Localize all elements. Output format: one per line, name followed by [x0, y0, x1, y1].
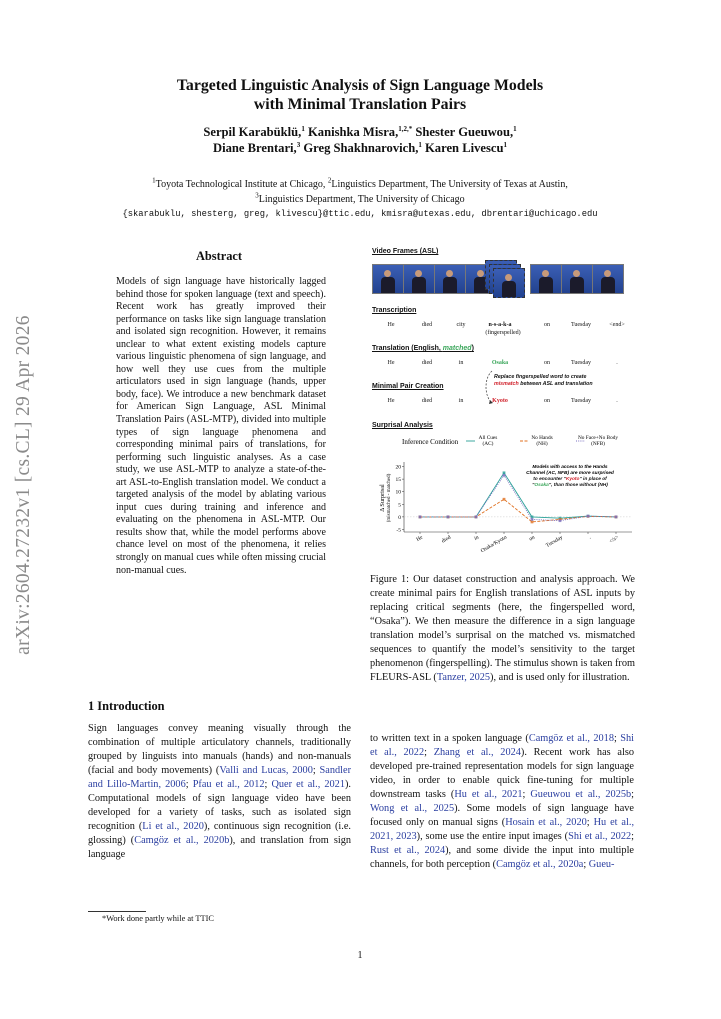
section-video-frames: Video Frames (ASL)	[372, 248, 439, 255]
data-point	[503, 498, 506, 501]
citation-link[interactable]: Shi et al., 2022	[370, 733, 635, 759]
data-point	[615, 515, 618, 518]
text: ;	[185, 779, 193, 791]
translation-word: in	[458, 360, 464, 366]
citation-link[interactable]: Tanzer, 2025	[436, 672, 491, 684]
text: between ASL and translation	[518, 380, 593, 387]
author-line-1	[80, 124, 640, 140]
affil-sup: 1	[152, 176, 156, 185]
text: ). Recent work has also developed pre-trained representation models for sign language video, in order to enable quick fine-tuning for multiple downstream tasks (	[370, 747, 634, 801]
text: ;	[631, 789, 635, 801]
text: ;	[613, 733, 621, 744]
x-tick-label: Osaka/Kyoto	[479, 534, 508, 555]
annotation-span: ", than those without (NH)	[548, 483, 608, 488]
title-line-2: with Minimal Translation Pairs	[253, 96, 467, 113]
x-tick-label: in	[473, 534, 480, 542]
footnote-rule	[88, 911, 146, 912]
legend-label: No Hands	[531, 435, 553, 441]
text: Replace fingerspelled word to create	[494, 374, 587, 380]
legend-title: Inference Condition	[402, 438, 459, 446]
text: Figure 1: Our dataset construction and analysis approach. We create minimal pairs for English translations of ASL inputs by replacing critical segments (here, the fingerspelled word, “Osaka”). We then measure the difference in a sign language translation model’s surprisal on the matched vs. mismatched sequences to quantify the model’s sensitivity to the target phenomenon (fingerspelling). The stimulus shown is taken from FLEURS-ASL (	[370, 574, 635, 684]
citation-link[interactable]: Gueuwou et al., 2025b	[530, 789, 632, 801]
annotation-span: Kyoto	[565, 477, 580, 482]
mismatch-label: mismatch	[494, 380, 519, 387]
data-point	[503, 471, 506, 474]
y-axis-sublabel: (mismatched - matched)	[387, 473, 392, 523]
text: ;	[586, 817, 594, 829]
annotation-span: " in place of	[579, 477, 607, 482]
transcription-word: Tuesday	[570, 322, 592, 328]
affil-text: Toyota Technological Institute at Chicago,	[155, 179, 328, 190]
text: ;	[424, 747, 434, 759]
data-point	[587, 515, 590, 518]
citation-link[interactable]: Hu et al., 2021	[454, 789, 523, 801]
y-tick-label: 0	[398, 514, 401, 521]
fingerspelled-note: (fingerspelled)	[485, 330, 521, 336]
author-sup: 1	[503, 140, 507, 149]
citation-link[interactable]: Pfau et al., 2012	[192, 779, 265, 791]
text: ;	[522, 789, 531, 801]
legend-label: No Face+No Body	[577, 435, 619, 441]
data-point	[447, 515, 450, 518]
author-sup: 1	[418, 140, 422, 149]
data-point	[475, 515, 478, 518]
citation-link[interactable]: Li et al., 2020	[142, 821, 204, 833]
affil-sup: 3	[255, 191, 259, 200]
affil-text: Linguistics Department, The University of Texas at Austin,	[331, 179, 568, 190]
citation-link[interactable]: Sandler and Lillo-Martin, 2006	[88, 765, 352, 791]
legend-label: (NFB)	[591, 441, 605, 447]
y-tick-label: 10	[395, 489, 401, 496]
citation-link[interactable]: Quer et al., 2021	[271, 779, 345, 791]
author-sup: 1	[513, 124, 517, 133]
data-point	[531, 518, 534, 521]
citation-link[interactable]: Gueu-	[588, 859, 615, 871]
text: ), and translation from sign language	[88, 835, 351, 861]
arxiv-id: arXiv:2604.27232v1 [cs.CL] 29 Apr 2026	[13, 315, 34, 655]
transcription-word: city	[456, 322, 466, 328]
text: ;	[631, 831, 634, 843]
translation-word: died	[421, 360, 433, 366]
series-line	[420, 499, 616, 522]
data-point	[531, 521, 534, 524]
author: Diane Brentari,	[212, 141, 297, 155]
text: ), and some divide the input into multiple channels, for both perception (	[370, 845, 635, 871]
translation-word: on	[544, 360, 550, 366]
minpair-word: He	[387, 398, 395, 404]
minpair-word: died	[421, 398, 433, 404]
affil-text: Linguistics Department, The University of Chicago	[258, 194, 465, 205]
section-transcription: Transcription	[372, 307, 417, 314]
data-point	[559, 519, 562, 522]
legend-label: All Cues	[478, 435, 498, 441]
chart-annotation	[533, 476, 607, 482]
paper-title	[80, 76, 640, 114]
text: ;	[583, 859, 589, 871]
chart-annotation: Channel (AC, NFB) are more surprised	[526, 471, 614, 476]
arxiv-stamp	[6, 295, 42, 675]
annotation-span: "	[532, 483, 535, 488]
citation-link[interactable]: Hu et al., 2021, 2023	[370, 817, 635, 843]
affiliations	[70, 177, 650, 222]
right-column-body	[370, 732, 634, 872]
annotation-span: to encounter "	[533, 477, 566, 482]
text: ), some use the entire input images (	[416, 831, 569, 843]
page-number: 1	[357, 950, 363, 961]
annotation-span: Osaka	[534, 483, 549, 488]
chart-annotation	[532, 482, 608, 488]
author: Kanishka Misra,	[304, 125, 399, 139]
text: )	[471, 345, 474, 352]
affil-sup: 2	[327, 176, 332, 185]
y-tick-label: 15	[395, 477, 401, 484]
text: ;	[312, 765, 320, 777]
translation-word: He	[387, 360, 395, 366]
author: Greg Shakhnarovich,	[300, 141, 419, 155]
citation-link[interactable]: Zhang et al., 2024	[433, 747, 521, 759]
section-surprisal: Surprisal Analysis	[372, 422, 433, 429]
minpair-word: Tuesday	[570, 398, 592, 404]
data-point	[503, 474, 506, 477]
minpair-word: in	[458, 398, 464, 404]
text: Sign languages convey meaning visually through the combination of multiple articulatory channels, traditionally grouped by linguists into manuals (hands) and non-manuals (facial and body movements) (	[88, 723, 351, 777]
y-tick-label: 20	[395, 464, 401, 471]
chart-annotation: Models with access to the Hands	[532, 465, 608, 470]
author: Karen Livescu	[421, 141, 504, 155]
y-axis-label: Δ Surprisal	[379, 484, 386, 512]
legend-label: (NH)	[536, 441, 548, 447]
citation-link[interactable]: Shi et al., 2022	[568, 831, 632, 843]
author: Shester Gueuwou,	[412, 125, 514, 139]
transcription-word: <end>	[609, 322, 625, 328]
x-tick-label: He	[415, 534, 424, 543]
author-sup: 3	[296, 140, 301, 149]
legend-label: (AC)	[482, 441, 494, 447]
minpair-word-target: Kyoto	[492, 398, 508, 404]
minpair-word: .	[616, 398, 618, 404]
citation-link[interactable]: Rust et al., 2024	[370, 845, 446, 857]
introduction-body	[88, 722, 351, 862]
citation-link[interactable]: Camgöz et al., 2020b	[134, 835, 230, 847]
citation-link[interactable]: Hosain et al., 2020	[505, 817, 587, 829]
x-tick-label: Tuesday	[545, 534, 564, 549]
text: ), and is used only for illustration.	[490, 672, 630, 684]
text: ). Some models of sign language have focused only on manual signs (	[370, 803, 634, 829]
figure-caption	[370, 573, 635, 685]
citation-link[interactable]: Wong et al., 2025	[370, 803, 455, 815]
translation-word-target: Osaka	[491, 360, 509, 366]
translation-word: .	[616, 360, 618, 366]
y-tick-label: 5	[398, 502, 401, 509]
transcription-word: n-s-a-k-a	[488, 322, 512, 328]
citation-link[interactable]: Camgöz et al., 2020a	[496, 859, 584, 871]
x-tick-label: on	[528, 534, 536, 543]
abstract-heading: Abstract	[195, 249, 243, 263]
transcription-word: He	[387, 322, 395, 328]
data-point	[419, 515, 422, 518]
surprisal-chart	[370, 434, 636, 568]
text: Translation (English,	[372, 345, 443, 352]
figure-1	[370, 248, 636, 568]
transcription-word: died	[421, 322, 433, 328]
x-tick-label: </s>	[608, 534, 620, 545]
author-list	[80, 124, 640, 156]
transcription-word: on	[544, 322, 550, 328]
translation-word: Tuesday	[570, 360, 592, 366]
author-sup: 1	[301, 124, 305, 133]
footnote: *Work done partly while at TTIC	[102, 914, 214, 923]
abstract-body: Models of sign language have historically lagged behind those for spoken language (text and speech). Recent work has greatly improved their performance on tasks like sign language translation and isolated sign recognition. However, it remains unclear to what extent existing models capture various linguistic phenomena of sign language, and how well they use cues from the multiple articulators used in sign language (hands, upper body, face). We introduce a new benchmark dataset for American Sign Language, ASL Minimal Translation Pairs (ASL-MTP), divided into multiple types of sign language phenomena and corresponding minimal pairs of translations, for performing such linguistic analyses. As a case study, we use ASL-MTP to analyze a state-of-the-art ASL-to-English translation model. We conduct a targeted analysis of the model by ablating various input cues during training and inference and evaluating on the phenomena in ASL-MTP. Our results show that, while the model performs above chance level on most of the phenomena, it relies strongly on manual cues while often missing crucial non-manual cues.	[116, 276, 326, 576]
x-tick-label: .	[587, 534, 592, 541]
section-minimal-pair: Minimal Pair Creation	[372, 383, 444, 390]
title-line-1: Targeted Linguistic Analysis of Sign Language Models	[176, 77, 544, 94]
email-list: {skarabuklu, shesterg, greg, klivescu}@ttic.edu, kmisra@utexas.edu, dbrentari@uchicago.edu	[122, 209, 598, 219]
citation-link[interactable]: Camgöz et al., 2018	[528, 733, 614, 744]
text: ), continuous sign recognition (i.e. glossing) (	[88, 821, 351, 847]
y-tick-label: -5	[396, 527, 401, 534]
citation-link[interactable]: Valli and Lucas, 2000	[219, 765, 313, 777]
replace-arrow	[486, 371, 492, 403]
text: ;	[264, 779, 272, 791]
author-line-2	[80, 140, 640, 156]
text: to written text in a spoken language (	[370, 733, 529, 744]
matched-label: matched	[442, 345, 472, 352]
affiliation-line-1	[70, 177, 650, 192]
minpair-word: on	[544, 398, 550, 404]
text: ). Computational models of sign language video have been developed for a variety of tasks, such as isolated sign recognition (	[88, 779, 351, 833]
x-tick-label: died	[440, 534, 452, 545]
introduction-heading: 1 Introduction	[88, 699, 165, 713]
author: Serpil Karabüklü,	[203, 125, 302, 139]
affiliation-line-2	[70, 192, 650, 207]
author-sup: 1,2,*	[398, 124, 413, 133]
